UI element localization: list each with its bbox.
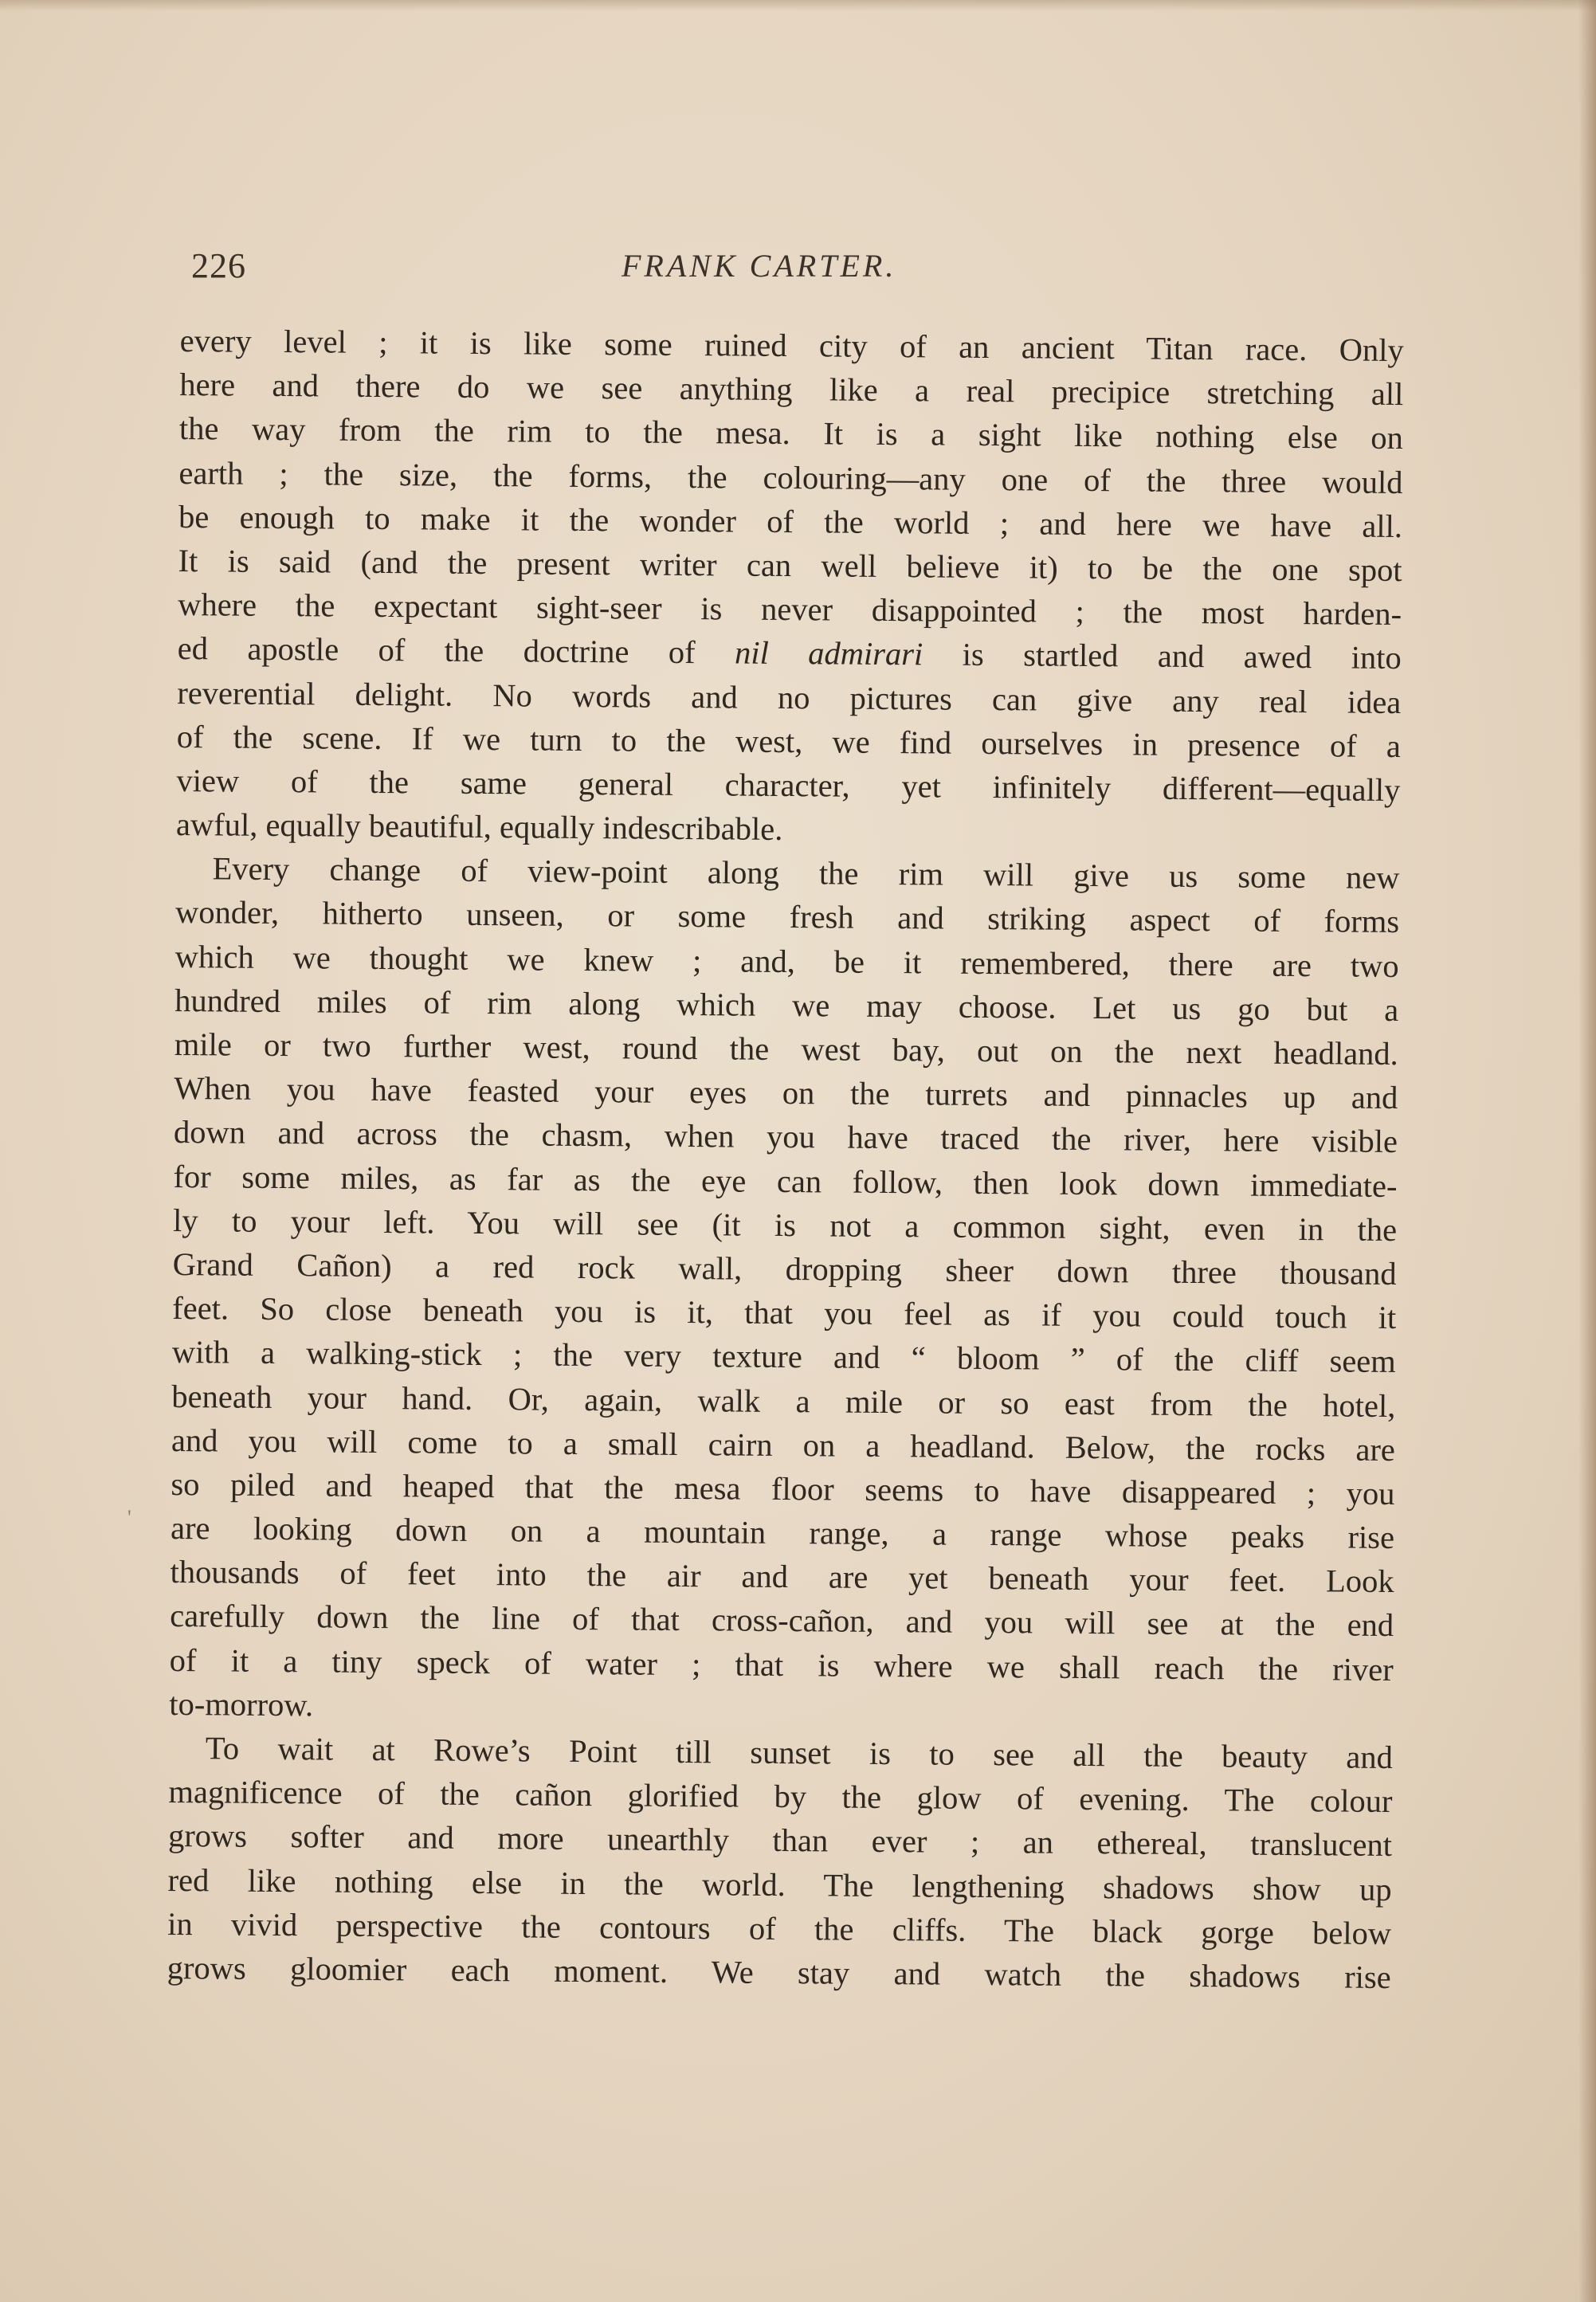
text-line: thousands of feet into the air and are yet beneath your feet. Look (170, 1554, 1394, 1600)
stray-mark: ' (127, 1506, 131, 1529)
text-line: Every change of view-point along the rim will give us some new (212, 850, 1400, 896)
text-line: and you will come to a small cairn on a headland. Below, the rocks are (171, 1422, 1396, 1468)
text-line: where the expectant sight-seer is never disappointed ; the most harden- (178, 586, 1402, 633)
text-line: grows gloomier each moment. We stay and watch the shadows rise (167, 1949, 1391, 1995)
paragraph-2 (169, 846, 1400, 1735)
paragraph-3 (167, 1726, 1394, 1999)
text-line: be enough to make it the wonder of the world ; and here we have all. (178, 498, 1403, 544)
text-line: down and across the chasm, when you have traced the river, here visible (173, 1114, 1398, 1160)
text-line: to-morrow. (169, 1685, 314, 1724)
text-line: wonder, hitherto unseen, or some fresh and striking aspect of forms (175, 894, 1400, 940)
body-text (167, 319, 1404, 1999)
text-line: so piled and heaped that the mesa floor seems to have disappeared ; you (171, 1465, 1395, 1512)
text-line: awful, equally beautiful, equally indescribable. (175, 806, 783, 848)
text-line-with-italic: ed apostle of the doctrine of nil admirari is startled and awed into (177, 630, 1402, 676)
text-line: ly to your left. You will see (it is not a common sight, even in the (172, 1202, 1398, 1248)
text-line: of it a tiny speck of water ; that is where we shall reach the river (169, 1641, 1394, 1688)
text-line: here and there do we see anything like a real precipice stretching all (179, 367, 1404, 413)
text-line: grows softer and more unearthly than ever ; an ethereal, translucent (167, 1818, 1393, 1864)
text-line: magnificence of the cañon glorified by the glow of evening. The colour (168, 1774, 1393, 1820)
text-line: in vivid perspective the contours of the cliffs. The black gorge below (167, 1905, 1392, 1951)
text-line: mile or two further west, round the west bay, out on the next headland. (174, 1026, 1398, 1073)
text-line: It is said (and the present writer can well believe it) to be the one spot (178, 542, 1402, 588)
text-line: the way from the rim to the mesa. It is a sight like nothing else on (178, 410, 1404, 457)
page-number: 226 (191, 246, 246, 285)
text-line: with a walking-stick ; the very texture and “ bloom ” of the cliff seem (171, 1334, 1396, 1380)
running-head (191, 245, 1402, 293)
text-line: feet. So close beneath you is it, that you feel as if you could touch it (172, 1290, 1397, 1336)
text-line: are looking down on a mountain range, a range whose peaks rise (170, 1510, 1395, 1556)
text-line: hundred miles of rim along which we may choose. Let us go but a (175, 982, 1399, 1028)
italic-phrase: nil admirari (734, 634, 923, 673)
text-line: every level ; it is like some ruined city of an ancient Titan race. Only (179, 322, 1404, 369)
text-line: red like nothing else in the world. The lengthening shadows show up (167, 1861, 1392, 1908)
text-line: view of the same general character, yet infinitely different—equally (176, 762, 1401, 808)
page-top-shadow (0, 0, 1596, 11)
text-line: of the scene. If we turn to the west, we find ourselves in presence of a (176, 718, 1402, 764)
text-line: Grand Cañon) a red rock wall, dropping sheer down three thousand (172, 1245, 1397, 1292)
text-line: To wait at Rowe’s Point till sunset is to see all the beauty and (205, 1730, 1394, 1776)
page-right-edge (1578, 0, 1596, 2302)
text-line: When you have feasted your eyes on the turrets and pinnacles up and (174, 1070, 1398, 1116)
text-line: carefully down the line of that cross-cañon, and you will see at the end (170, 1598, 1394, 1644)
running-title: FRANK CARTER. (622, 248, 897, 284)
text-line: beneath your hand. Or, again, walk a mile or so east from the hotel, (171, 1378, 1396, 1424)
text-line: for some miles, as far as the eye can follow, then look down immediate- (173, 1158, 1398, 1204)
text-line: which we thought we knew ; and, be it remembered, there are two (175, 938, 1399, 984)
text-line: earth ; the size, the forms, the colouring—any one of the three would (178, 454, 1403, 500)
text-line: reverential delight. No words and no pictures can give any real idea (177, 674, 1402, 720)
paragraph-1 (176, 319, 1404, 856)
